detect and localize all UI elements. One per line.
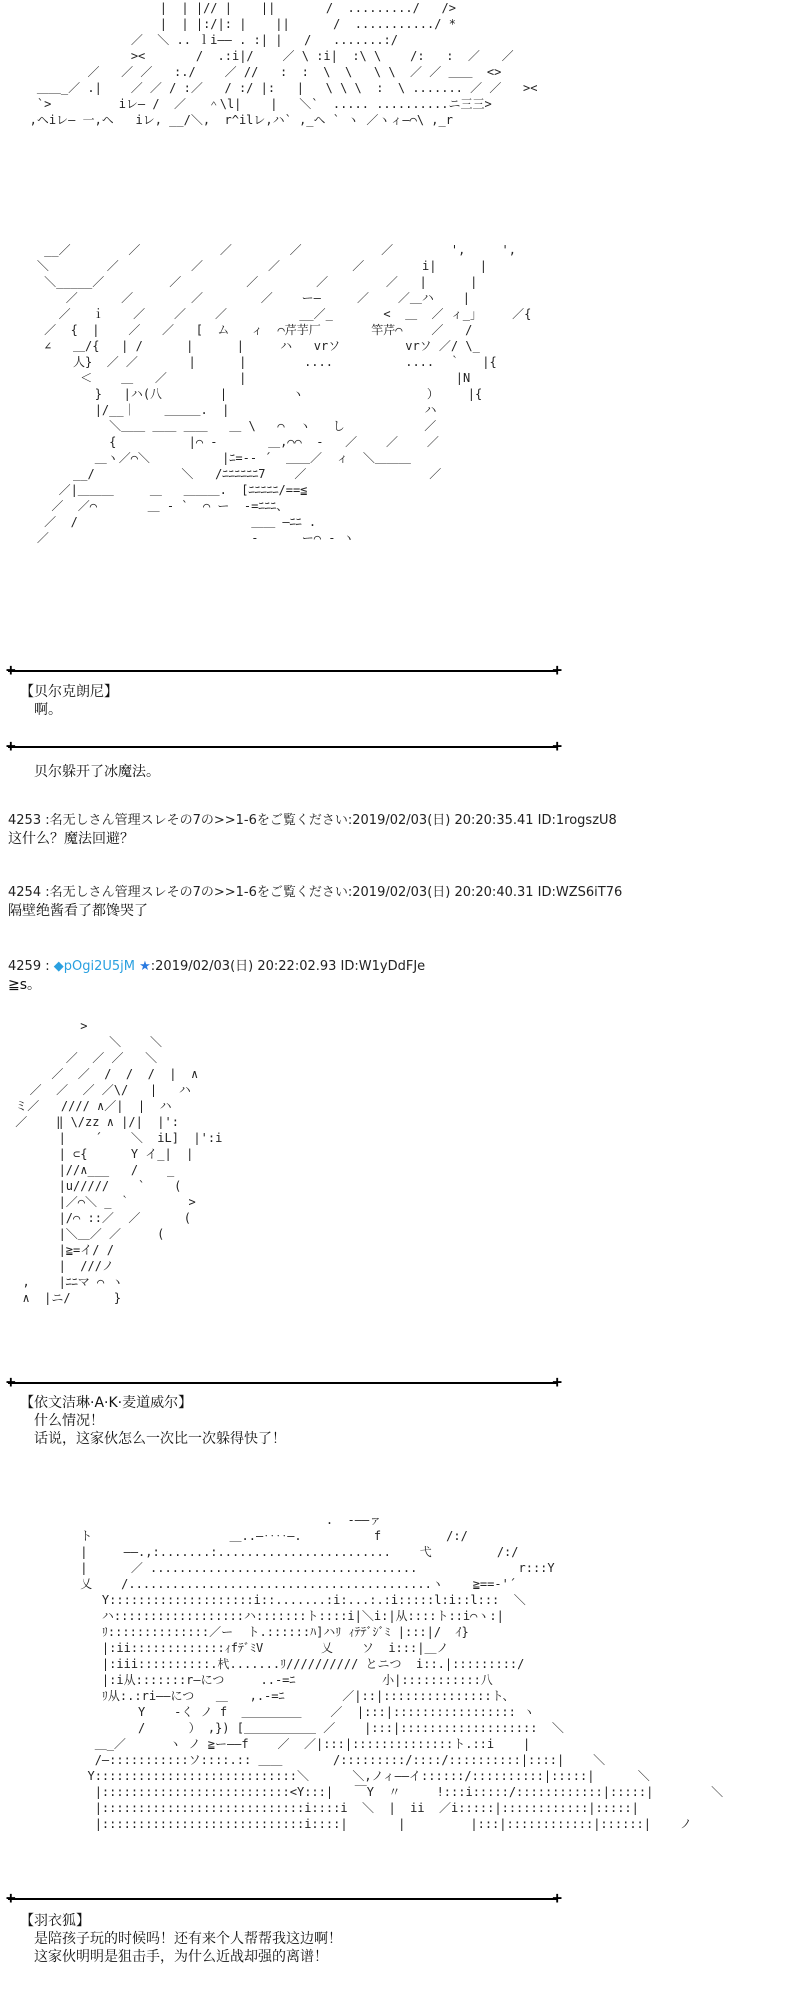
post-number: 4259 : <box>8 959 54 974</box>
forum-post <box>8 958 748 994</box>
dialog-box <box>20 683 540 719</box>
post-header <box>8 958 748 976</box>
dialog-line: 啊。 <box>34 702 62 718</box>
ascii-art-top: | | |// | || / ........./ /> | | |:/|: | || / .........../ * ／ ＼ .. ｌi―― . :| | / .......:/ >< / .:i|/ ／ \ :i| :\ \ /: : ／ ／ ／ ／ ／ :./ ／ // : : \ \ \ \ ／ ／ ＿＿ <> ＿＿_／ .| ／ ／ / :／ / :/ |: | \ \ \ : \ ....... ／ ／ >< `> iレ― / ／ ＾\l| | ＼` ..... ..........ニ三三> ,ヘiレ― 一,ヘ iレ, __/＼, r^ilレ,ハ` ,_ヘ ` ヽ ／ヽィ―⌒\ ,_r <box>29 1 538 127</box>
plus-mark: + <box>6 1372 16 1391</box>
divider <box>6 1372 562 1391</box>
plus-mark: + <box>552 660 562 679</box>
post-body: 这什么？魔法回避？ <box>8 831 134 847</box>
ascii-art-figure: > ＼ ＼ ／ ／ ／ ＼ ／ ／ / / / | ∧ ／ ／ ／ ／\/ | ハ ミ／ //// ∧／| | ハ ／ ‖ \/zz ∧ |/| |': | ´ ＼ iL] |':i | ⊂{ Y イ_| | |//∧___ / _ |u///// ` ( |／⌒＼ _ ｀ > |/⌒ ::／ ／ ( |＼＿／ ／ ( |≧=イ/ / | ///ノ , |ﾆﾆマ ⌒ ヽ ∧ |ニ/ } <box>15 1019 223 1305</box>
speaker-name: 【贝尔克朗尼】 <box>20 684 118 700</box>
divider <box>6 736 562 755</box>
star-icon: ★ <box>139 959 151 974</box>
divider-line <box>8 746 558 748</box>
dialog-line: 这家伙明明是狙击手，为什么近战却强的离谱！ <box>34 1949 328 1965</box>
narration-text: 贝尔躲开了冰魔法。 <box>34 764 160 780</box>
divider-line <box>8 670 558 672</box>
ascii-art-face: __／ ／ ／ ／ ／ ', ', ＼ ／ ／ ／ ／ i| | ＼_____／ ／ ／ ／ ／ | | ／ ／ ／ ／ ー― ／ ／＿ハ | ／ ｉ ／ ／ ／ __／_ < ＿ ／ ィ_｣ ／{ ／ { | ／ ／ [ ム ィ ⌒芹芋厂 竿芹⌒ ／ / ∠ ＿/{ | / | | ハ vrソ vrソ ／/ \_ 人} ／ ／ | | .... .... ｀ |{ ＜ ＿ ／ | |N } |ハ(八 | ヽ ） |{ |/__｜ ＿＿＿. | ハ ＼＿＿ ＿＿ ＿＿ ＿ \ ⌒ ヽ し ／ { |⌒ ‐ ＿,⌒⌒ ‐ ／ ／ ／ ＿ヽ／⌒＼ |ﾆ=-‐ ´ ＿＿／ ィ ＼＿＿＿ __/ ＼ /ﾆﾆﾆﾆﾆﾆ7 ／ ／ ／|＿＿＿ ＿ ＿＿＿. [ﾆﾆﾆﾆﾆ/==≦ ／ ／⌒ ＿ ‐ ` ⌒ ー -=ﾆﾆﾆ、 ／ / ＿＿ ―ﾆﾆ . ／ - ー⌒ ‐ ヽ <box>36 243 532 545</box>
dialog-line: 是陪孩子玩的时候吗！还有来个人帮帮我这边啊！ <box>34 1931 342 1947</box>
forum-post <box>8 812 748 848</box>
plus-mark: + <box>552 1372 562 1391</box>
speaker-name: 【依文洁琳·A·K·麦道威尔】 <box>20 1395 193 1411</box>
plus-mark: + <box>6 736 16 755</box>
ascii-art-fox-lady: . -――ァ ト ＿..―‥‥―. f /:/ | ――.,:.......:........................ 弋 /:/ | ／ ..................................... r:::Y 乂 /..........................................ヽ ≧==-'´ Y::::::::::::::::::::i::.......:i:...:.:i:::::l:i::l::: ＼ ハ::::::::::::::::::ハ:::::::ト::::i|＼i:|从::::ト::i⌒ヽ:| ﾘ::::::::::::::／ー ト.::::::ﾊ]ハﾘ ｨﾃﾃﾞｼﾞﾐ |:::|/ ｲ} |:ii:::::::::::::ｨfﾃﾞﾐV 乂 ソ i:::|＿ノ |:iii::::::::::.杙.......ﾘ////////// とニつ i::.|:::::::::/ |:i从:::::::r―につ ..-=ﾆ 小|:::::::::::八 ﾘ从:.:ri――につ ＿ ,.-=ﾆ ／|::|:::::::::::::::ト、 Y -く ノ f ＿＿＿＿＿ ／ |:::|::::::::::::::::: ヽ / ） ,}) [＿＿＿＿＿＿ ／ |:::|::::::::::::::::::: ＼ ＿_／ ヽ ノ ≧ー――f ／ ／|:::|::::::::::::::ト.::i | /―:::::::::::ソ::::.:: ＿＿ /:::::::::/::::/::::::::::|::::| ＼ Y::::::::::::::::::::::::::::＼ ＼,ノィ――イ::::::/::::::::::|:::::| ＼ |::::::::::::::::::::::::::<Y:::| ￣Y 〃 !:::i:::::/::::::::::::|:::::| ＼ |::::::::::::::::::::::::::::i::::i ＼ | ii ／i:::::|::::::::::::|:::::| |::::::::::::::::::::::::::::i::::| | |:::|::::::::::::|::::::| ノ <box>80 1513 724 1831</box>
plus-mark: + <box>552 736 562 755</box>
divider <box>6 1888 562 1907</box>
post-date-id: :2019/02/03(日) 20:22:02.93 ID:W1yDdFJe <box>150 959 426 974</box>
dialog-line: 话说，这家伙怎么一次比一次躲得快了！ <box>34 1431 286 1447</box>
divider <box>6 660 562 679</box>
divider-line <box>8 1898 558 1900</box>
post-tripcode: ◆pOgi2U5jM <box>53 959 135 974</box>
dialog-box <box>20 1912 540 1966</box>
forum-post <box>8 884 748 920</box>
plus-mark: + <box>6 1888 16 1907</box>
post-body: 隔壁绝酱看了都馋哭了 <box>8 903 148 919</box>
plus-mark: + <box>552 1888 562 1907</box>
speaker-name: 【羽衣狐】 <box>20 1913 90 1929</box>
dialog-line: 什么情况！ <box>34 1413 104 1429</box>
plus-mark: + <box>6 660 16 679</box>
divider-line <box>8 1382 558 1384</box>
dialog-box <box>20 1394 540 1448</box>
post-header: 4253 :名无しさん管理スレその7の>>1-6をご覧ください:2019/02/03(日) 20:20:35.41 ID:1rogszU8 <box>8 813 617 828</box>
post-body: ≧s。 <box>8 977 42 993</box>
post-header: 4254 :名无しさん管理スレその7の>>1-6をご覧ください:2019/02/03(日) 20:20:40.31 ID:WZS6iT76 <box>8 885 623 900</box>
